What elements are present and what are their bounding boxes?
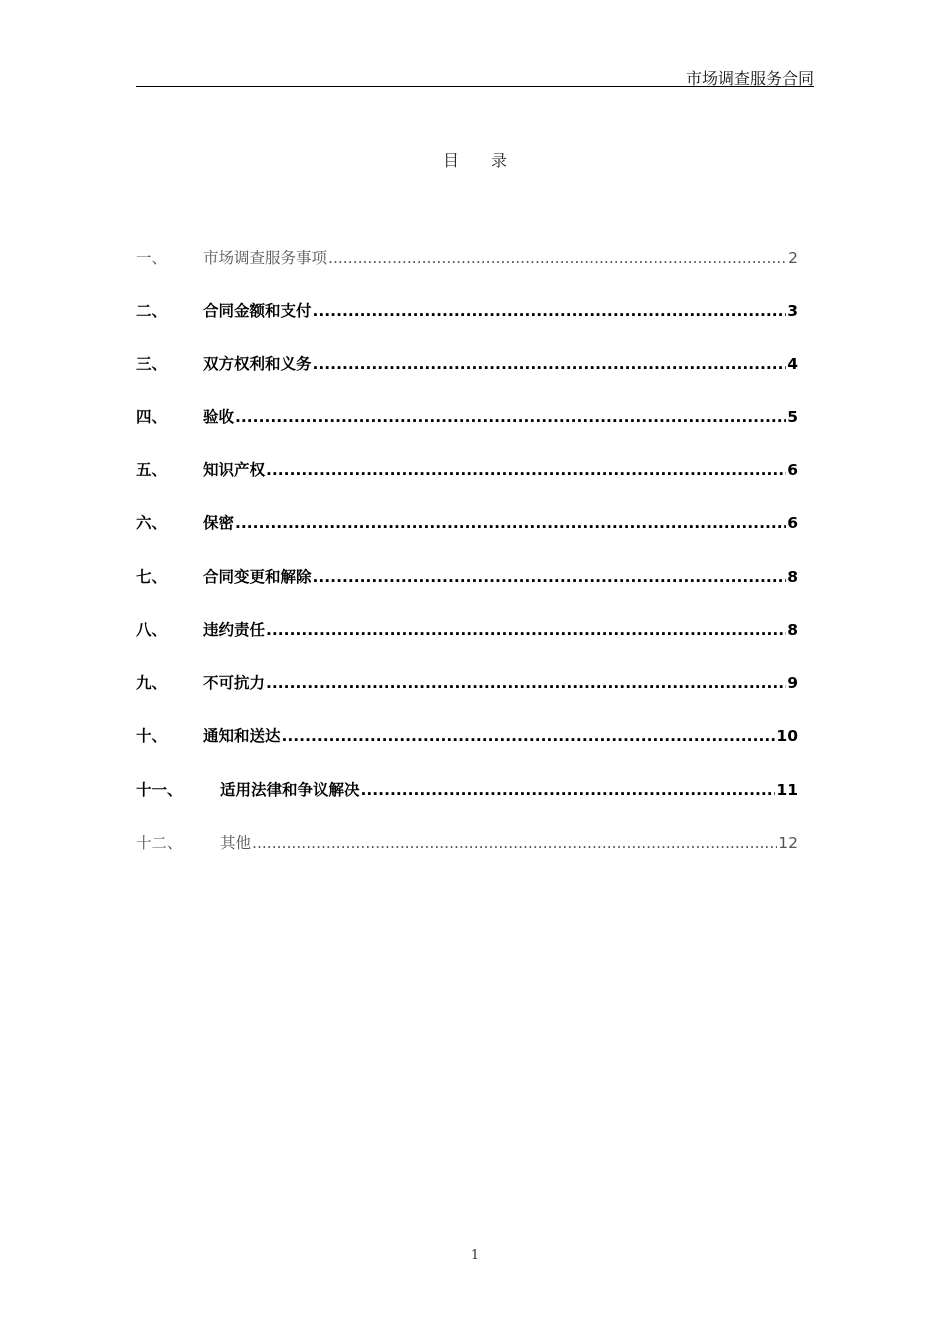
toc-entry-2[interactable] xyxy=(136,299,798,323)
toc-title-right: 录 xyxy=(491,151,508,170)
toc-leader-dots xyxy=(328,246,787,270)
toc-leader-dots xyxy=(266,458,786,482)
toc-leader-dots xyxy=(361,778,776,802)
toc-entry-9[interactable] xyxy=(136,671,798,695)
toc-entry-text: 通知和送达 xyxy=(203,727,281,745)
toc-entry-1[interactable] xyxy=(136,246,798,270)
toc-leader-dots xyxy=(252,831,777,855)
toc-leader-dots xyxy=(235,511,786,535)
toc-entry-page: 3 xyxy=(787,302,798,320)
page-number: 1 xyxy=(470,1248,480,1263)
toc-entry-page: 8 xyxy=(787,568,798,586)
toc-title-left: 目 xyxy=(442,151,459,170)
toc-entry-page: 8 xyxy=(787,621,798,639)
toc-entry-number: 九、 xyxy=(136,674,168,692)
toc-entry-10[interactable] xyxy=(136,724,798,748)
toc-entry-3[interactable] xyxy=(136,352,798,376)
toc-entry-number: 三、 xyxy=(136,355,168,373)
toc-entry-text: 知识产权 xyxy=(203,461,266,479)
toc-leader-dots xyxy=(266,671,786,695)
toc-leader-dots xyxy=(235,405,786,429)
toc-entry-page: 4 xyxy=(787,355,798,373)
toc-entry-number: 十二、 xyxy=(136,834,183,852)
toc-leader-dots xyxy=(313,299,787,323)
toc-entry-text: 验收 xyxy=(203,408,235,426)
toc-entry-number: 二、 xyxy=(136,302,168,320)
toc-leader-dots xyxy=(313,565,787,589)
toc-entry-page: 10 xyxy=(776,727,798,745)
toc-entry-11[interactable] xyxy=(136,778,798,802)
toc-entry-page: 12 xyxy=(778,834,798,852)
toc-leader-dots xyxy=(313,352,787,376)
toc-entry-text: 不可抗力 xyxy=(203,674,266,692)
toc-entry-text: 合同金额和支付 xyxy=(203,302,312,320)
toc-entry-text: 违约责任 xyxy=(203,621,266,639)
toc-entry-5[interactable] xyxy=(136,458,798,482)
toc-entry-8[interactable] xyxy=(136,618,798,642)
toc-entry-page: 6 xyxy=(787,461,798,479)
toc-entry-page: 2 xyxy=(788,249,798,267)
toc-entry-number: 四、 xyxy=(136,408,168,426)
toc-entry-number: 七、 xyxy=(136,568,168,586)
toc-leader-dots xyxy=(266,618,786,642)
toc-entry-text: 市场调查服务事项 xyxy=(203,249,328,267)
toc-entry-text: 合同变更和解除 xyxy=(203,568,312,586)
toc-entry-text: 其他 xyxy=(220,834,252,852)
toc-entry-page: 5 xyxy=(787,408,798,426)
toc-title xyxy=(0,148,950,171)
toc-entry-text: 保密 xyxy=(203,514,235,532)
toc-entry-page: 11 xyxy=(776,781,798,799)
toc-entry-12[interactable] xyxy=(136,831,798,855)
toc-entry-number: 五、 xyxy=(136,461,168,479)
toc-entry-number: 十、 xyxy=(136,727,168,745)
toc-leader-dots xyxy=(282,724,776,748)
toc-entry-page: 6 xyxy=(787,514,798,532)
header-title: 市场调查服务合同 xyxy=(685,69,814,88)
toc-entry-number: 十一、 xyxy=(136,781,183,799)
toc-entry-7[interactable] xyxy=(136,565,798,589)
toc-entry-page: 9 xyxy=(787,674,798,692)
toc-entry-number: 一、 xyxy=(136,249,168,267)
toc-entry-6[interactable] xyxy=(136,511,798,535)
toc-entry-number: 六、 xyxy=(136,514,168,532)
toc-entry-4[interactable] xyxy=(136,405,798,429)
page-header xyxy=(136,64,814,87)
toc-entry-text: 双方权利和义务 xyxy=(203,355,312,373)
toc-entry-text: 适用法律和争议解决 xyxy=(220,781,360,799)
toc-entry-number: 八、 xyxy=(136,621,168,639)
